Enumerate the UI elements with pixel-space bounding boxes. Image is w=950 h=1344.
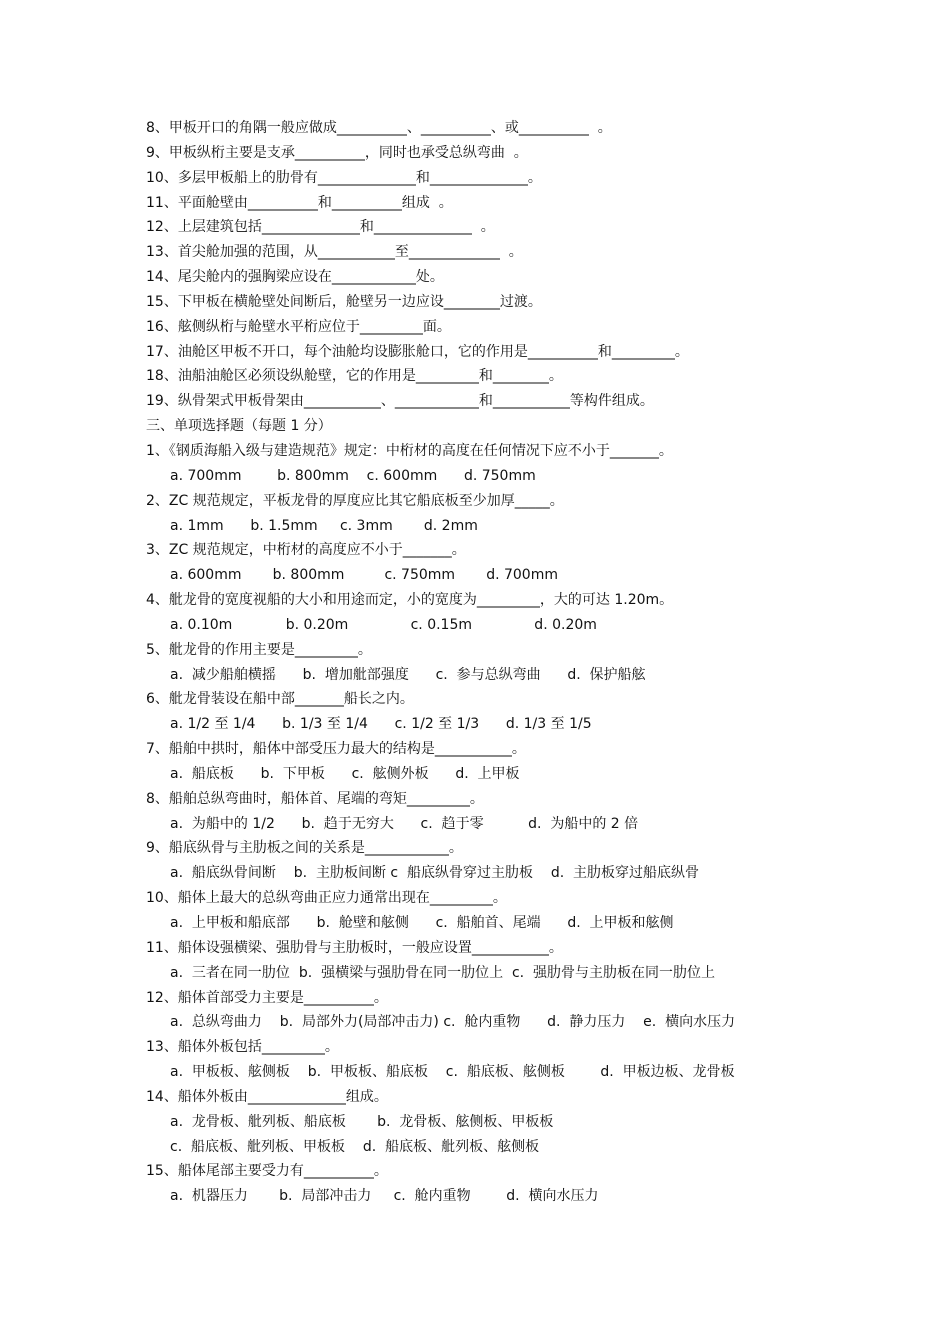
fill-blank-question: 13、首尖舱加强的范围，从___________至_____________ 。 — [146, 244, 523, 261]
section-heading: 三、单项选择题（每题 1 分） — [146, 418, 332, 435]
answer-options: a. 600mm b. 800mm c. 750mm d. 700mm — [170, 567, 558, 584]
choice-question: 10、船体上最大的总纵弯曲正应力通常出现在_________。 — [146, 890, 507, 907]
fill-blank-question: 19、纵骨架式甲板骨架由___________、____________和___________等构件组成。 — [146, 393, 654, 410]
fill-blank-question: 9、甲板纵桁主要是支承__________，同时也承受总纵弯曲 。 — [146, 144, 528, 161]
choice-question: 14、船体外板由______________组成。 — [146, 1088, 388, 1105]
fill-blank-question: 18、油船油舱区必须设纵舱壁，它的作用是_________和________。 — [146, 368, 563, 385]
choice-question: 1、《钢质海船入级与建造规范》规定：中桁材的高度在任何情况下应不小于_______。 — [146, 442, 673, 459]
answer-options: a. 为船中的 1/2 b. 趋于无穷大 c. 趋于零 d. 为船中的 2 倍 — [170, 815, 639, 832]
fill-blank-question: 8、甲板开口的角隅一般应做成__________、__________、或__________ 。 — [146, 120, 612, 136]
choice-question: 8、船舶总纵弯曲时，船体首、尾端的弯矩_________。 — [146, 790, 484, 807]
answer-options: a. 总纵弯曲力 b. 局部外力(局部冲击力) c. 舱内重物 d. 静力压力 e. 横向水压力 — [170, 1014, 736, 1031]
fill-blank-question: 11、平面舱壁由__________和__________组成 。 — [146, 194, 453, 211]
fill-blank-question: 16、舷侧纵桁与舱壁水平桁应位于_________面。 — [146, 318, 451, 335]
answer-options: a. 1/2 至 1/4 b. 1/3 至 1/4 c. 1/2 至 1/3 d. 1/3 至 1/5 — [170, 716, 592, 733]
choice-question: 7、船舶中拱时，船体中部受压力最大的结构是___________。 — [146, 741, 526, 758]
answer-options: a. 三者在同一肋位 b. 强横梁与强肋骨在同一肋位上 c. 强肋骨与主肋板在同一肋位上 — [170, 964, 716, 981]
answer-options: a. 甲板板、舷侧板 b. 甲板板、船底板 c. 船底板、舷侧板 d. 甲板边板、龙骨板 — [170, 1064, 735, 1081]
answer-options: a. 0.10m b. 0.20m c. 0.15m d. 0.20m — [170, 616, 597, 633]
answer-options: a. 1mm b. 1.5mm c. 3mm d. 2mm — [170, 517, 478, 534]
fill-blank-question: 12、上层建筑包括______________和______________ 。 — [146, 219, 495, 236]
choice-question: 3、ZC 规范规定，中桁材的高度应不小于_______。 — [146, 542, 466, 559]
choice-question: 6、舭龙骨装设在船中部_______船长之内。 — [146, 691, 414, 708]
choice-question: 13、船体外板包括_________。 — [146, 1039, 339, 1056]
answer-options: a. 船底纵骨间断 b. 主肋板间断 c 船底纵骨穿过主肋板 d. 主肋板穿过船底纵骨 — [170, 865, 700, 882]
choice-question: 5、舭龙骨的作用主要是_________。 — [146, 641, 372, 658]
answer-options: a. 700mm b. 800mm c. 600mm d. 750mm — [170, 467, 536, 484]
fill-blank-question: 14、尾尖舱内的强胸梁应设在____________处。 — [146, 269, 444, 286]
answer-options: a. 龙骨板、舭列板、船底板 b. 龙骨板、舷侧板、甲板板 — [170, 1113, 554, 1130]
choice-question: 9、船底纵骨与主肋板之间的关系是____________。 — [146, 840, 463, 857]
fill-blank-question: 10、多层甲板船上的肋骨有______________和______________。 — [146, 169, 542, 186]
choice-question: 4、舭龙骨的宽度视船的大小和用途而定，小的宽度为_________，大的可达 1.20m。 — [146, 592, 674, 609]
answer-options: a. 减少船舶横摇 b. 增加舭部强度 c. 参与总纵弯曲 d. 保护船舷 — [170, 666, 646, 683]
page-body — [146, 116, 926, 1209]
choice-question: 11、船体设强横梁、强肋骨与主肋板时，一般应设置___________。 — [146, 939, 563, 956]
choice-question: 12、船体首部受力主要是__________。 — [146, 989, 388, 1006]
answer-options: a. 船底板 b. 下甲板 c. 舷侧外板 d. 上甲板 — [170, 765, 520, 782]
fill-blank-question: 15、下甲板在横舱壁处间断后，舱壁另一边应设________过渡。 — [146, 293, 542, 310]
choice-question: 2、ZC 规范规定，平板龙骨的厚度应比其它船底板至少加厚_____。 — [146, 492, 564, 509]
choice-question: 15、船体尾部主要受力有__________。 — [146, 1163, 388, 1180]
answer-options: a. 机器压力 b. 局部冲击力 c. 舱内重物 d. 横向水压力 — [170, 1188, 599, 1205]
answer-options: a. 上甲板和船底部 b. 舱壁和舷侧 c. 船舶首、尾端 d. 上甲板和舷侧 — [170, 915, 674, 931]
answer-options: c. 船底板、舭列板、甲板板 d. 船底板、舭列板、舷侧板 — [170, 1138, 540, 1155]
fill-blank-question: 17、油舱区甲板不开口，每个油舱均设膨胀舱口，它的作用是__________和_________。 — [146, 343, 689, 360]
